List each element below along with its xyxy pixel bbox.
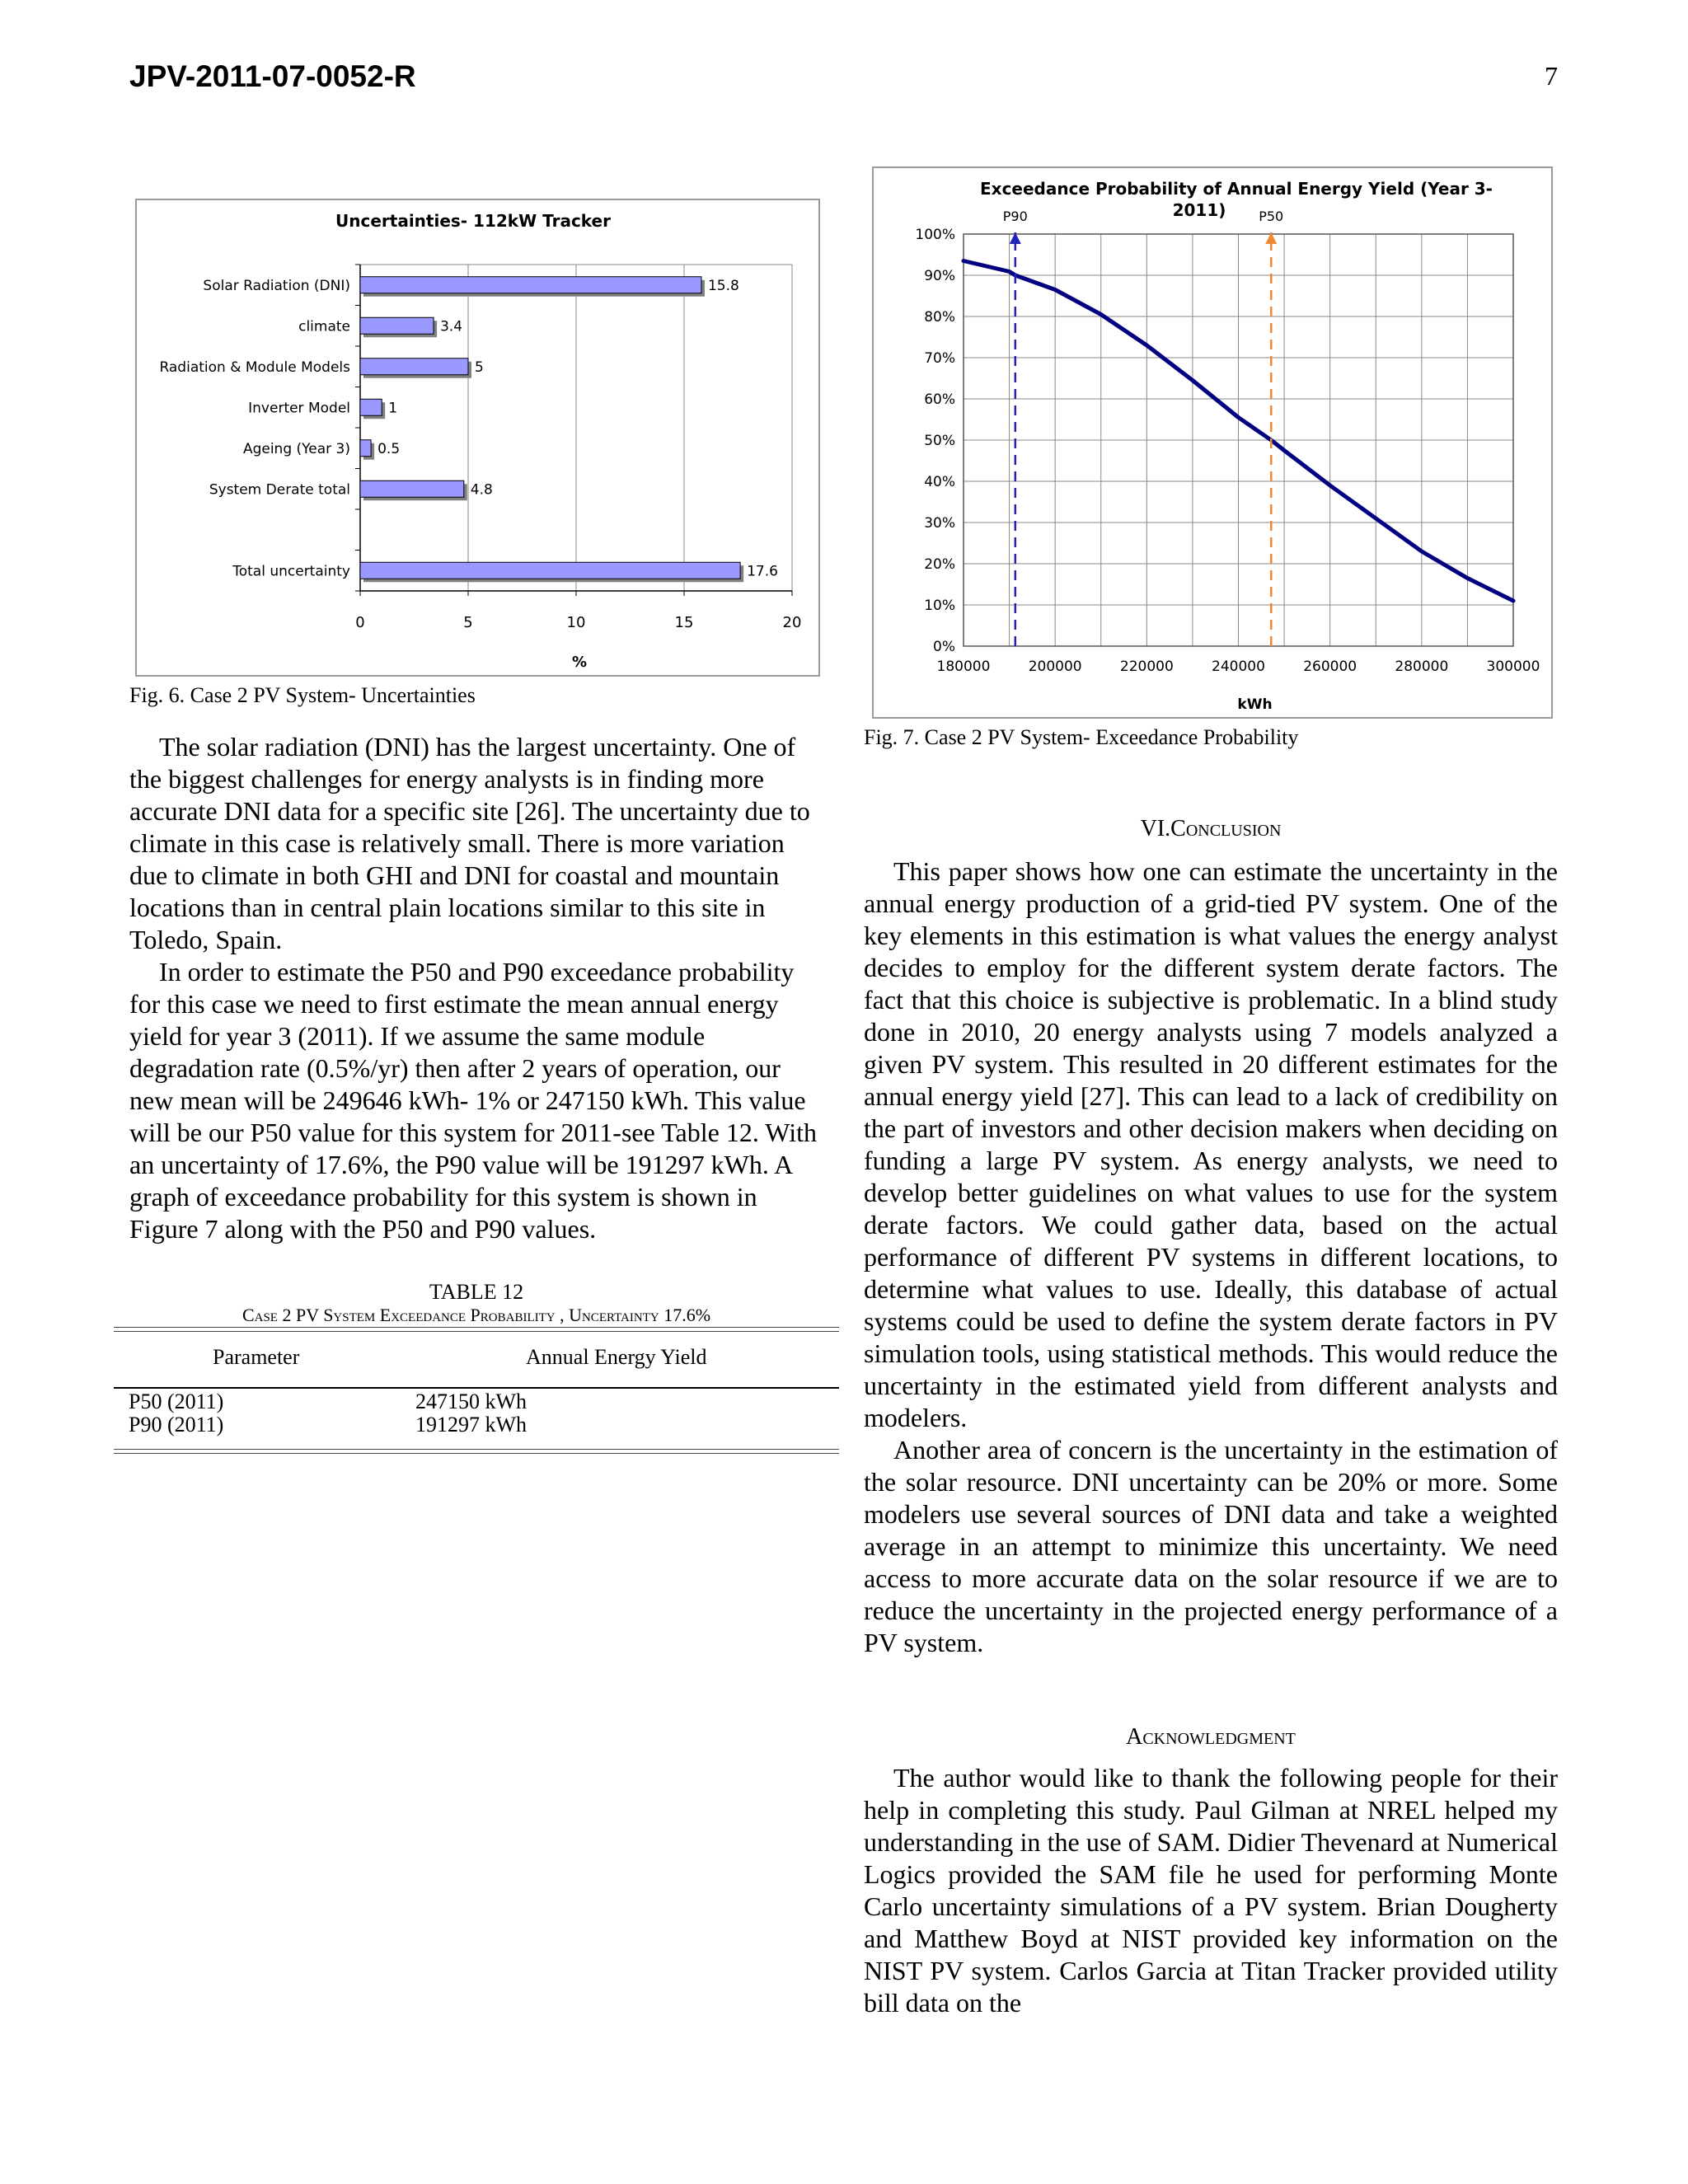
- x-tick-label: 20: [782, 614, 802, 631]
- category-label: Total uncertainty: [232, 563, 350, 580]
- page-number: 7: [1545, 61, 1558, 91]
- table-cell: 191297 kWh: [415, 1413, 528, 1436]
- table-header: Annual Energy Yield: [526, 1345, 707, 1369]
- bar: [360, 480, 464, 497]
- left-column-text: [129, 731, 822, 1245]
- acknowledgment-text: [864, 1762, 1558, 2019]
- category-label: System Derate total: [209, 481, 350, 499]
- data-label: 1: [388, 400, 398, 417]
- fig7-svg: [874, 168, 1551, 717]
- x-tick-label: 260000: [1303, 658, 1357, 675]
- x-tick-label: 280000: [1395, 658, 1449, 675]
- bar: [360, 399, 382, 415]
- chart-title: Exceedance Probability of Annual Energy Yield (Year 3-: [980, 179, 1493, 199]
- x-tick-label: 0: [355, 614, 365, 631]
- table-subtitle: Case 2 PV System Exceedance Probability , Uncertainty 17.6%: [241, 1305, 711, 1325]
- paragraph: In order to estimate the P50 and P90 exceedance probability for this case we need to first estimate the mean annual energy yield for year 3 (2011). If we assume the same module degradation rate (0.5%/yr) then after 2 years of operation, our new mean will be 249646 kWh- 1% or 247150 kWh. This value will be our P50 value for this system for 2011-see Table 12. With an uncertainty of 17.6%, the P90 value will be 191297 kWh. A graph of exceedance probability for this system is shown in Figure 7 along with the P50 and P90 values.: [129, 957, 817, 1244]
- fig7-caption: Fig. 7. Case 2 PV System- Exceedance Probability: [864, 725, 1299, 749]
- y-tick-label: 70%: [924, 350, 955, 367]
- y-tick-label: 20%: [924, 556, 955, 573]
- y-tick-label: 30%: [924, 515, 955, 532]
- category-label: Ageing (Year 3): [242, 440, 350, 457]
- bar: [360, 562, 740, 579]
- y-tick-label: 40%: [924, 474, 955, 490]
- x-tick-label: 200000: [1028, 658, 1082, 675]
- table-cell: 247150 kWh: [415, 1390, 528, 1413]
- data-label: 15.8: [707, 277, 739, 294]
- data-label: 3.4: [440, 318, 463, 335]
- data-label: 0.5: [377, 440, 401, 457]
- category-label: Inverter Model: [248, 400, 350, 417]
- paragraph: The author would like to thank the following people for their help in completing this study. Paul Gilman at NREL helped my understanding in the use of SAM. Didier Thevenard at Numerical Logics provided the SAM file he used for performing Monte Carlo uncertainty simulations of a PV system. Brian Dougherty and Matthew Boyd at NIST provided key information on the NIST PV system. Carlos Garcia at Titan Tracker provided utility bill data on the: [864, 1763, 1558, 2018]
- data-label: 4.8: [470, 481, 493, 499]
- category-label: Radiation & Module Models: [159, 359, 350, 376]
- paragraph: This paper shows how one can estimate the uncertainty in the annual energy production of a grid-tied PV system. One of the key elements in this estimation is what values the energy analyst decides to employ for the different system derate factors. The fact that this choice is subjective is problematic. In a blind study done in 2010, 20 energy analysts using 7 models analyzed a given PV system. This resulted in 20 different estimates for the annual energy yield [27]. This can lead to a lack of credibility on the part of investors and other decision makers when deciding on funding a large PV system. As energy analysts, we need to develop better guidelines on what values to use for the system derate factors. We could gather data, based on the actual performance of different PV systems in different locations, to determine what values to use. Ideally, this database of actual systems could be used to define the system derate factors in PV simulation tools, using statistical methods. This would reduce the uncertainty in the estimated yield from different analysts and modelers.: [864, 856, 1558, 1432]
- y-tick-label: 100%: [915, 227, 955, 243]
- table-12: [114, 1327, 839, 1459]
- marker-label: P90: [1002, 209, 1028, 224]
- data-label: 5: [475, 359, 484, 376]
- table-title: TABLE 12: [429, 1280, 524, 1304]
- y-tick-label: 80%: [924, 309, 955, 326]
- x-tick-label: 220000: [1119, 658, 1174, 675]
- y-tick-label: 10%: [924, 598, 955, 614]
- conclusion-text: [864, 855, 1558, 1659]
- x-tick-label: 5: [463, 614, 473, 631]
- x-tick-label: 300000: [1486, 658, 1540, 675]
- bar: [360, 277, 701, 293]
- acknowledgment-heading: Acknowledgment: [1126, 1724, 1296, 1750]
- bar: [360, 440, 371, 457]
- data-label: 17.6: [747, 563, 778, 580]
- chart-title: 2011): [1172, 200, 1226, 220]
- conclusion-heading: VI.Conclusion: [1140, 816, 1282, 841]
- marker-label: P50: [1259, 209, 1284, 224]
- paper-id: JPV-2011-07-0052-R: [129, 59, 416, 93]
- chart-title: Uncertainties- 112kW Tracker: [335, 211, 611, 231]
- category-label: Solar Radiation (DNI): [203, 277, 350, 294]
- x-tick-label: 180000: [936, 658, 991, 675]
- category-label: climate: [298, 318, 350, 335]
- table-cell: P50 (2011): [129, 1390, 224, 1413]
- x-axis-label: kWh: [1237, 696, 1273, 713]
- y-tick-label: 50%: [924, 433, 955, 449]
- x-tick-label: 15: [674, 614, 694, 631]
- fig6-svg: [137, 200, 818, 675]
- bar: [360, 359, 468, 375]
- x-tick-label: 240000: [1212, 658, 1265, 675]
- y-tick-label: 0%: [933, 639, 955, 655]
- bar: [360, 317, 434, 334]
- fig6-chart: [135, 199, 820, 677]
- table-cell: P90 (2011): [129, 1413, 224, 1436]
- paragraph: The solar radiation (DNI) has the largest uncertainty. One of the biggest challenges for energy analysts is in finding more accurate DNI data for a specific site [26]. The uncertainty due to climate in this case is relatively small. There is more variation due to climate in both GHI and DNI for coastal and mountain locations than in central plain locations similar to this site in Toledo, Spain.: [129, 732, 810, 954]
- x-tick-label: 10: [566, 614, 586, 631]
- fig6-caption: Fig. 6. Case 2 PV System- Uncertainties: [129, 683, 476, 707]
- fig7-chart: [872, 166, 1553, 719]
- y-tick-label: 90%: [924, 268, 955, 284]
- paragraph: Another area of concern is the uncertainty in the estimation of the solar resource. DNI uncertainty can be 20% or more. Some modelers use several sources of DNI data and take a weighted average in an attempt to minimize this uncertainty. We need access to more accurate data on the solar resource if we are to reduce the uncertainty in the projected energy performance of a PV system.: [864, 1435, 1558, 1657]
- table-header: Parameter: [213, 1345, 300, 1369]
- y-tick-label: 60%: [924, 391, 955, 408]
- x-axis-label: %: [571, 654, 588, 671]
